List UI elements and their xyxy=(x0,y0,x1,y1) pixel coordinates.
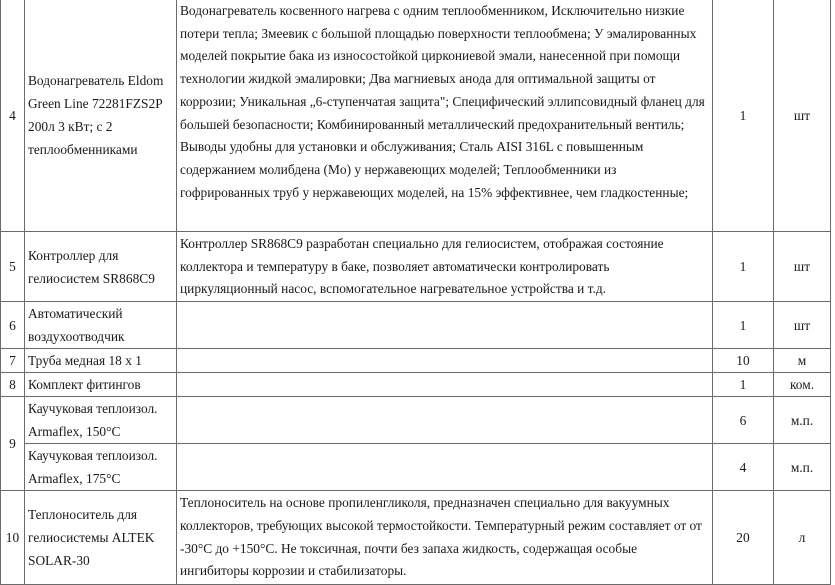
table-row xyxy=(1,302,831,349)
item-unit: л xyxy=(774,491,831,585)
item-name: Автоматический воздухоотводчик xyxy=(25,302,177,349)
row-number: 4 xyxy=(1,0,25,232)
item-description xyxy=(177,444,713,491)
row-number: 7 xyxy=(1,349,25,373)
table-row xyxy=(1,444,831,491)
table-row xyxy=(1,232,831,302)
table-row xyxy=(1,0,831,232)
item-quantity: 1 xyxy=(713,232,774,302)
item-name: Труба медная 18 х 1 xyxy=(25,349,177,373)
item-name: Контроллер для гелиосистем SR868C9 xyxy=(25,232,177,302)
item-quantity: 10 xyxy=(713,349,774,373)
row-number: 6 xyxy=(1,302,25,349)
item-name: Водонагреватель Eldom Green Line 72281FZS2P 200л 3 кВт; с 2 теплообменниками xyxy=(25,0,177,232)
item-name: Теплоноситель для гелиосистемы ALTEK SOLAR-30 xyxy=(25,491,177,585)
row-number: 5 xyxy=(1,232,25,302)
item-description xyxy=(177,373,713,397)
item-description: Теплоноситель на основе пропиленгликоля, предназначен специально для вакуумных коллекторов, требующих высокой термостойкости. Температурный режим составляет от от -30°С до +150°С. Не токсичная, почти без запаха жидкость, содержащая особые ингибиторы коррозии и стабилизаторы. xyxy=(177,491,713,585)
item-quantity: 1 xyxy=(713,302,774,349)
item-description: Водонагреватель косвенного нагрева с одним теплообменником, Исключительно низкие потери тепла; Змеевик с большой площадью поверхности теплообмена; У эмалированных моделей покрытие бака из износостойкой циркониевой эмали, нанесенной при помощи технологии жидкой эмалировки; Два магниевых анода для оптимальной защиты от коррозии; Уникальная „6-ступенчатая защита"; Специфический эллипсовидный фланец для большей безопасности; Комбинированный металлический предохранительный вентиль; Выводы удобны для установки и обслуживания; Сталь AISI 316L с повышенным содержанием молибдена (Mo) у нержавеющих моделей; Теплообменники из гофрированных труб у нержавеющих моделей, на 15% эффективнее, чем гладкостенные; xyxy=(177,0,713,232)
row-number: 8 xyxy=(1,373,25,397)
item-quantity: 20 xyxy=(713,491,774,585)
item-description xyxy=(177,397,713,444)
table-row xyxy=(1,491,831,585)
item-unit: м xyxy=(774,349,831,373)
table-row xyxy=(1,397,831,444)
row-number: 10 xyxy=(1,491,25,585)
row-number: 9 xyxy=(1,397,25,491)
item-description xyxy=(177,349,713,373)
item-name: Каучуковая теплоизол. Armaflex, 175°С xyxy=(25,444,177,491)
item-unit: шт xyxy=(774,302,831,349)
item-unit: шт xyxy=(774,232,831,302)
table-row xyxy=(1,349,831,373)
item-quantity: 4 xyxy=(713,444,774,491)
item-name: Комплект фитингов xyxy=(25,373,177,397)
item-quantity: 1 xyxy=(713,0,774,232)
item-description xyxy=(177,302,713,349)
item-unit: м.п. xyxy=(774,444,831,491)
item-quantity: 1 xyxy=(713,373,774,397)
item-quantity: 6 xyxy=(713,397,774,444)
item-unit: шт xyxy=(774,0,831,232)
table-row xyxy=(1,373,831,397)
item-unit: м.п. xyxy=(774,397,831,444)
item-description: Контроллер SR868C9 разработан специально для гелиосистем, отображая состояние коллектора и температуру в баке, позволяет автоматически контролировать циркуляционный насос, вспомогательное нагревательное устройства и т.д. xyxy=(177,232,713,302)
item-unit: ком. xyxy=(774,373,831,397)
item-name: Каучуковая теплоизол. Armaflex, 150°С xyxy=(25,397,177,444)
